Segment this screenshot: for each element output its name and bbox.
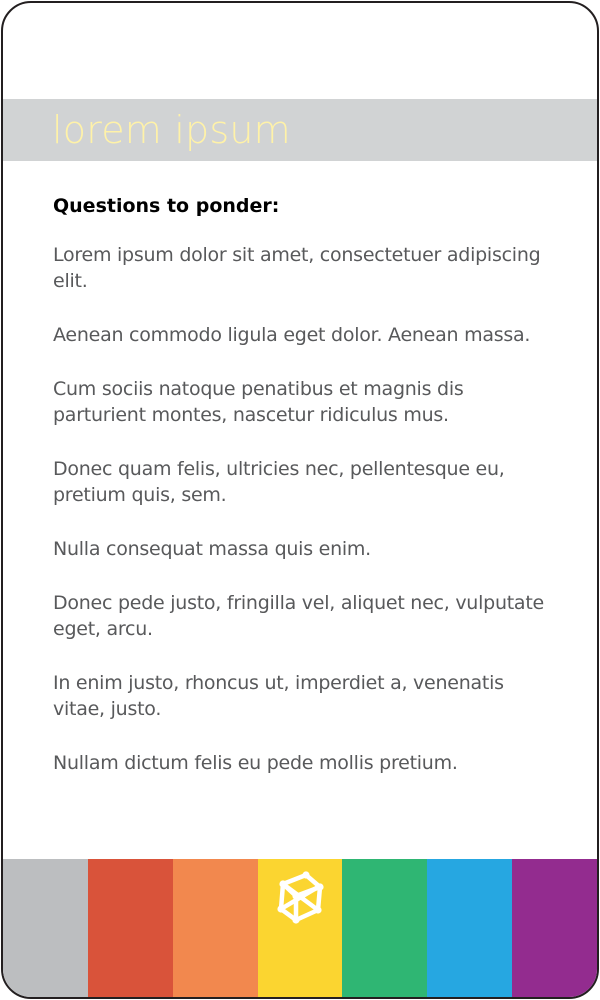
question-card [1,1,599,999]
question-item: Donec quam felis, ultricies nec, pellentesque eu, pretium quis, sem. [53,458,505,506]
question-item: Cum sociis natoque penatibus et magnis dis parturient montes, nascetur ridiculus mus. [53,378,464,426]
color-stripe-orange [173,859,258,997]
question-item: Donec pede justo, fringilla vel, aliquet nec, vulputate eget, arcu. [53,592,544,640]
question-item: Aenean commodo ligula eget dolor. Aenean massa. [53,324,531,346]
color-stripe-green [342,859,427,997]
color-stripe-blue [427,859,512,997]
color-stripe-purple [512,859,597,997]
question-item: Lorem ipsum dolor sit amet, consectetuer adipiscing elit. [53,244,541,292]
card-title: lorem ipsum [52,108,291,152]
cube-icon [270,868,330,928]
questions-heading: Questions to ponder: [53,195,280,217]
color-stripe-red [88,859,173,997]
title-band [3,99,597,161]
question-item: Nulla consequat massa quis enim. [53,538,371,560]
color-stripe-gray [3,859,88,997]
color-bar [3,859,597,997]
question-item: Nullam dictum felis eu pede mollis pretium. [53,752,458,774]
color-stripe-yellow [258,859,343,997]
questions-list [53,242,553,804]
question-item: In enim justo, rhoncus ut, imperdiet a, venenatis vitae, justo. [53,672,504,720]
